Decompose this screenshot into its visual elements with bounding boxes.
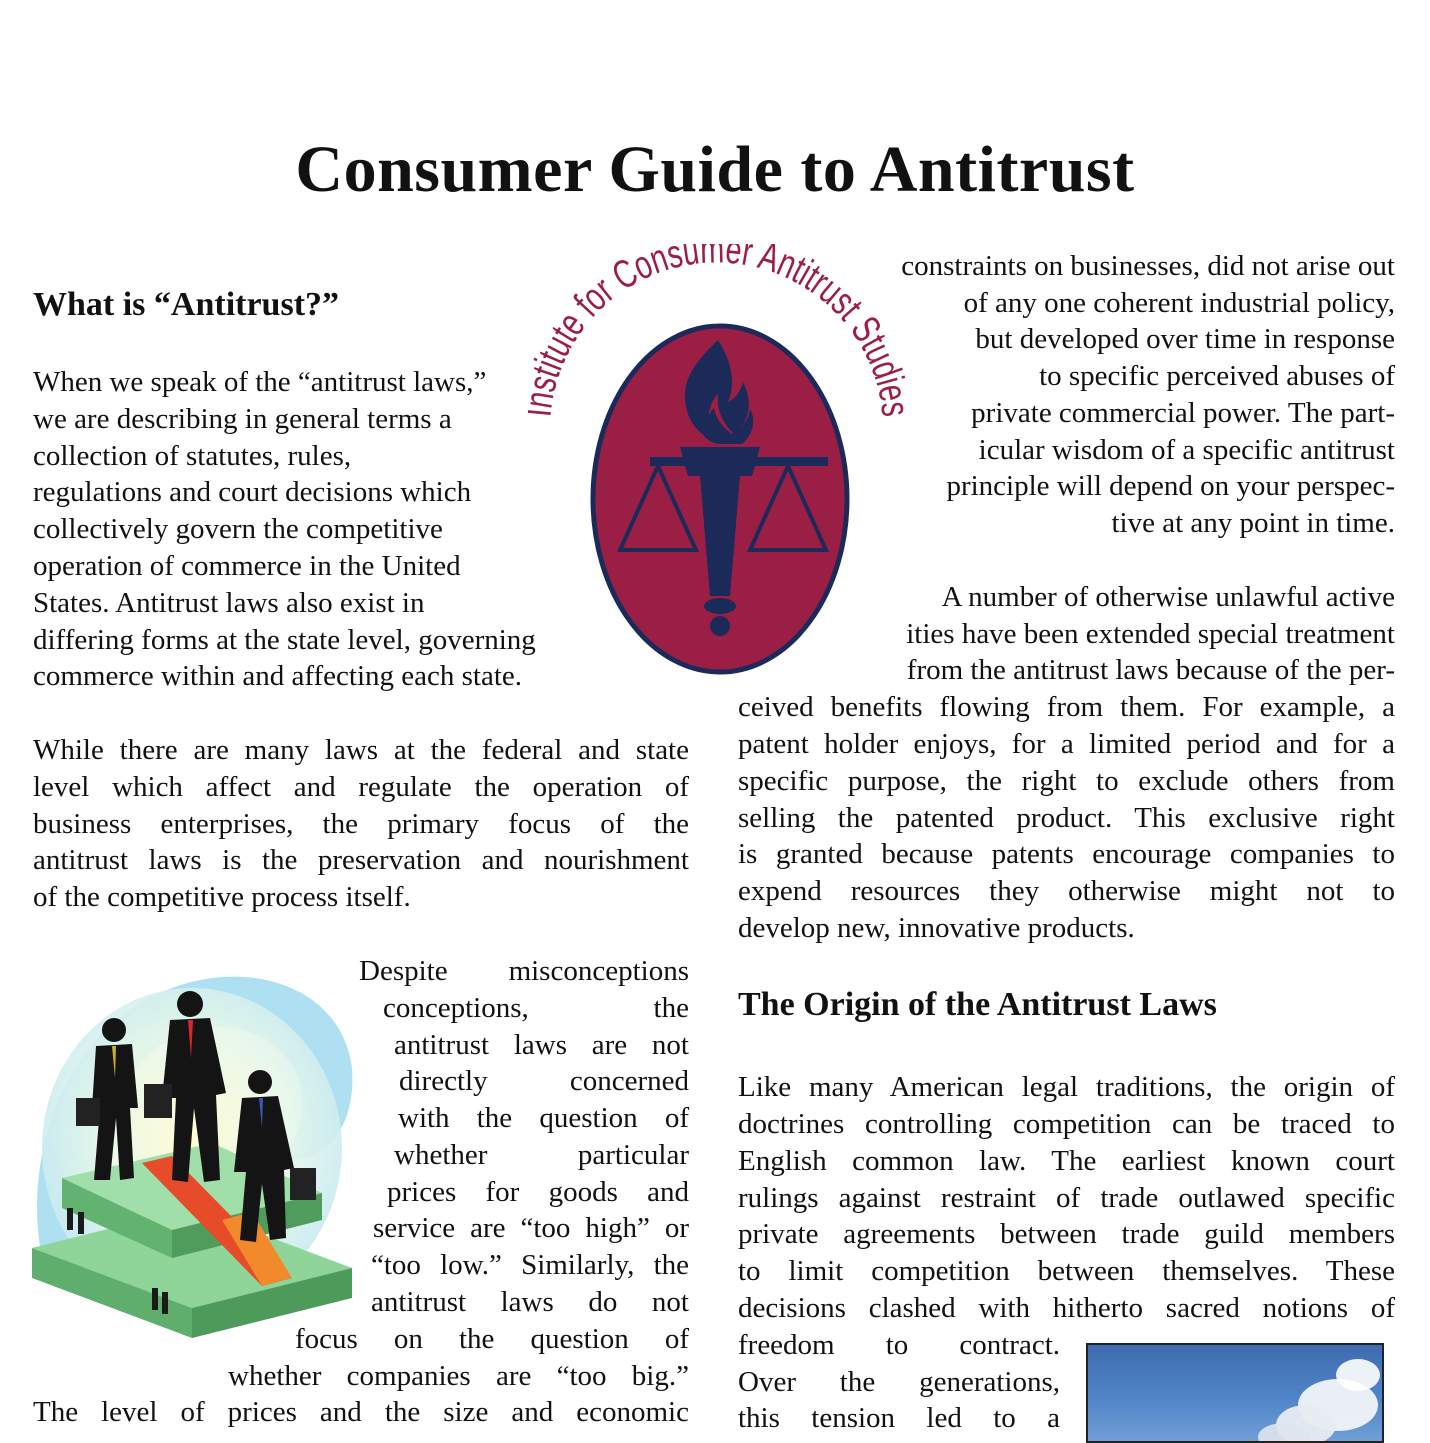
- text-line: from the antitrust laws because of the per-: [906, 654, 1395, 686]
- businessmen-on-money-illustration: [22, 958, 362, 1350]
- text-line: but developed over time in response: [975, 323, 1395, 355]
- text-line: The level of prices and the size and economic: [33, 1396, 689, 1428]
- text-line: decisions clashed with hitherto sacred notions of: [738, 1292, 1395, 1324]
- text-line: “too low.” Similarly, the: [371, 1249, 689, 1281]
- section-heading-origin: The Origin of the Antitrust Laws: [738, 986, 1217, 1023]
- text-line: operation of commerce in the United: [33, 550, 461, 582]
- text-line: States. Antitrust laws also exist in: [33, 587, 425, 619]
- text-line: A number of otherwise unlawful active: [941, 581, 1395, 613]
- section-heading-what-is-antitrust: What is “Antitrust?”: [33, 286, 340, 323]
- text-line: When we speak of the “antitrust laws,”: [33, 366, 487, 398]
- text-line: regulations and court decisions which: [33, 476, 472, 508]
- text-line: Over the generations,: [738, 1366, 1060, 1398]
- text-line: of any one coherent industrial policy,: [963, 287, 1395, 319]
- text-line: conceptions, the: [383, 992, 689, 1024]
- text-line: private commercial power. The part-: [971, 397, 1395, 429]
- text-line: whether particular: [394, 1139, 689, 1171]
- text-line: doctrines controlling competition can be traced to: [738, 1108, 1395, 1140]
- sky-photo: [1086, 1343, 1384, 1443]
- text-line: antitrust laws do not: [371, 1286, 689, 1318]
- text-line: to limit competition between themselves. These: [738, 1255, 1395, 1287]
- text-line: with the question of: [398, 1102, 689, 1134]
- text-line: level which affect and regulate the operation of: [33, 771, 689, 803]
- text-line: expend resources they otherwise might not to: [738, 875, 1395, 907]
- text-line: antitrust laws is the preservation and nourishment: [33, 844, 689, 876]
- text-line: rulings against restraint of trade outlawed specific: [738, 1182, 1395, 1214]
- text-line: private agreements between trade guild members: [738, 1218, 1395, 1250]
- text-line: icular wisdom of a specific antitrust: [978, 434, 1395, 466]
- text-line: patent holder enjoys, for a limited period and for a: [738, 728, 1395, 760]
- text-line: selling the patented product. This exclusive right: [738, 802, 1395, 834]
- text-line: prices for goods and: [387, 1176, 689, 1208]
- text-line: English common law. The earliest known court: [738, 1145, 1395, 1177]
- text-line: develop new, innovative products.: [738, 912, 1135, 944]
- text-line: While there are many laws at the federal and state: [33, 734, 689, 766]
- text-line: antitrust laws are not: [394, 1029, 689, 1061]
- text-line: specific purpose, the right to exclude others from: [738, 765, 1395, 797]
- text-line: tive at any point in time.: [1111, 507, 1395, 539]
- text-line: freedom to contract.: [738, 1329, 1060, 1361]
- text-line: of the competitive process itself.: [33, 881, 411, 913]
- text-line: focus on the question of: [295, 1323, 689, 1355]
- text-line: principle will depend on your perspec-: [946, 470, 1395, 502]
- text-line: business enterprises, the primary focus of the: [33, 808, 689, 840]
- institute-logo: [528, 244, 912, 684]
- text-line: collectively govern the competitive: [33, 513, 443, 545]
- text-line: directly concerned: [399, 1065, 689, 1097]
- text-line: whether companies are “too big.”: [228, 1360, 689, 1392]
- logo-arc-text: titute for Consumer Antitrust Studie: [528, 244, 912, 412]
- text-line: differing forms at the state level, governing: [33, 624, 536, 656]
- text-line: service are “too high” or: [373, 1212, 689, 1244]
- text-line: we are describing in general terms a: [33, 403, 452, 435]
- text-line: constraints on businesses, did not arise out: [901, 250, 1395, 282]
- text-line: to specific perceived abuses of: [1039, 360, 1395, 392]
- text-line: Despite misconceptions: [359, 955, 689, 987]
- text-line: ceived benefits flowing from them. For example, a: [738, 691, 1395, 723]
- text-line: commerce within and affecting each state.: [33, 660, 523, 692]
- text-line: Like many American legal traditions, the origin of: [738, 1071, 1395, 1103]
- text-line: is granted because patents encourage companies to: [738, 838, 1395, 870]
- page-title: Consumer Guide to Antitrust: [295, 133, 1135, 206]
- text-line: collection of statutes, rules,: [33, 440, 352, 472]
- text-line: ities have been extended special treatment: [906, 618, 1395, 650]
- text-line: this tension led to a: [738, 1402, 1060, 1434]
